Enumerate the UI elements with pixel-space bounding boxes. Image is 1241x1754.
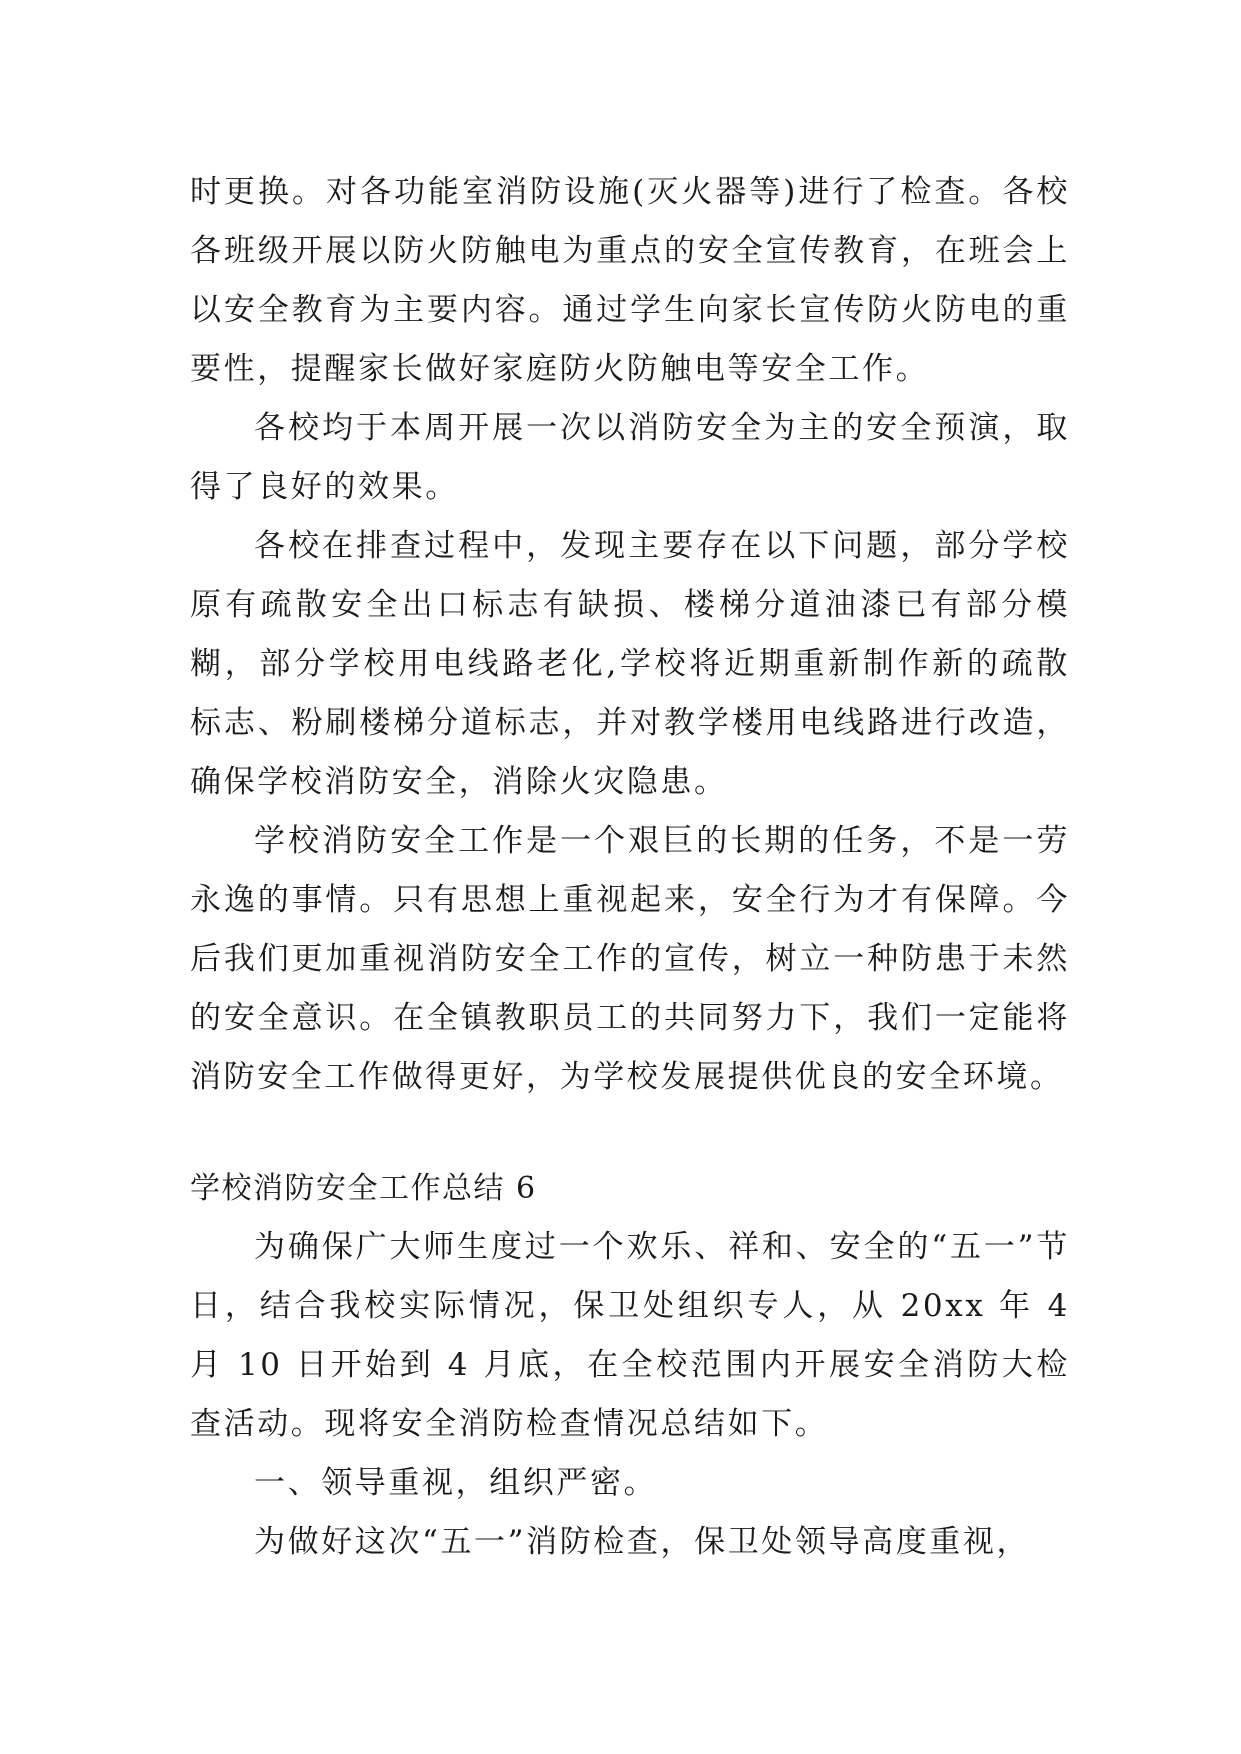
paragraph: 为做好这次“五一”消防检查，保卫处领导高度重视， [254, 1524, 1031, 1560]
subheading: 一、领导重视，组织严密。 [254, 1465, 658, 1501]
paragraph: 各校均于本周开展一次以消防安全为主的安全预演，取得了良好的效果。 [190, 410, 1070, 505]
paragraph-continuation: 时更换。对各功能室消防设施(灭火器等)进行了检查。各校各班级开展以防火防触电为重点的安全宣传教育，在班会上以安全教育为主要内容。通过学生向家长宣传防火防电的重要性，提醒家长做好家庭防火防触电等安全工作。 [190, 174, 1070, 387]
paragraph: 学校消防安全工作是一个艰巨的长期的任务，不是一劳永逸的事情。只有思想上重视起来，安全行为才有保障。今后我们更加重视消防安全工作的宣传，树立一种防患于未然的安全意识。在全镇教职员工的共同努力下，我们一定能将消防安全工作做得更好，为学校发展提供优良的安全环境。 [190, 823, 1070, 1095]
document-body [190, 163, 1070, 1572]
paragraph: 各校在排查过程中，发现主要存在以下问题，部分学校原有疏散安全出口标志有缺损、楼梯分道油漆已有部分模糊，部分学校用电线路老化,学校将近期重新制作新的疏散标志、粉刷楼梯分道标志，并对教学楼用电线路进行改造，确保学校消防安全，消除火灾隐患。 [190, 528, 1070, 800]
section-title: 学校消防安全工作总结 6 [190, 1171, 537, 1206]
paragraph: 为确保广大师生度过一个欢乐、祥和、安全的“五一”节日，结合我校实际情况，保卫处组织专人，从 20xx 年 4 月 10 日开始到 4 月底，在全校范围内开展安全消防大检查活动。现将安全消防检查情况总结如下。 [190, 1229, 1070, 1442]
section-spacer [190, 1107, 1070, 1159]
